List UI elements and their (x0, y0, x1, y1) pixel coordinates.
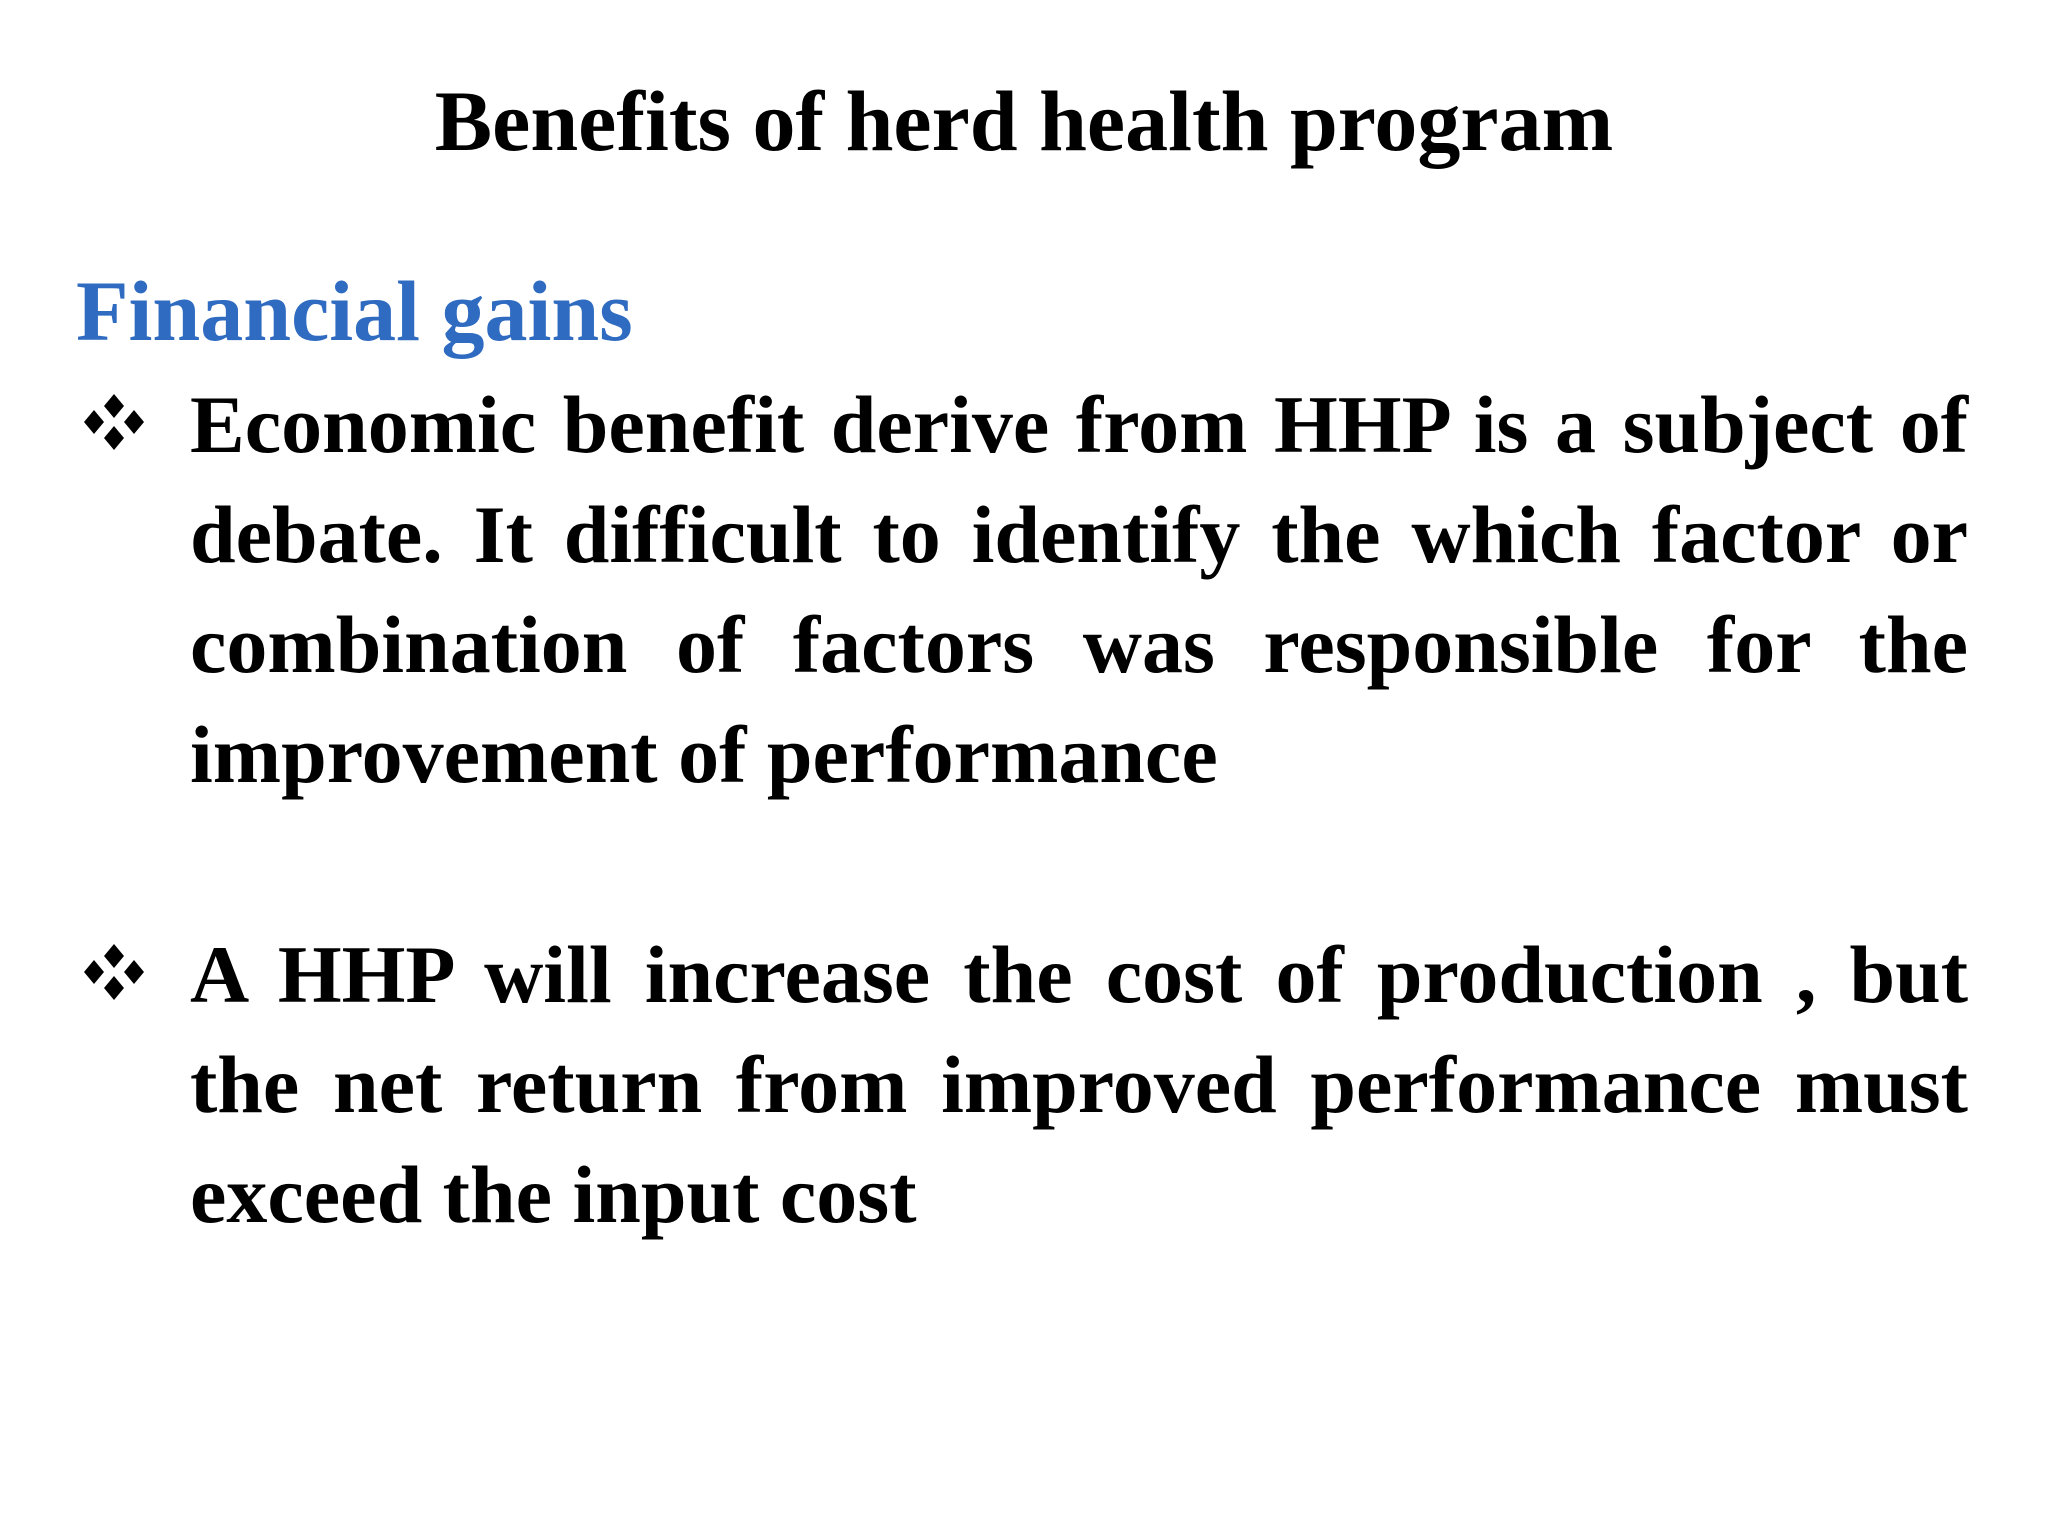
bullet-item (0, 370, 2048, 810)
section-heading: Financial gains (76, 263, 633, 359)
bullet-text: Economic benefit derive from HHP is a subject of debate. It difficult to identify the which factor or combination of factors was responsible for the improvement of performance (190, 379, 1968, 800)
bullet-item (0, 920, 2048, 1250)
bullet-list (0, 370, 2048, 1250)
bullet-text: A HHP will increase the cost of production , but the net return from improved performance must exceed the input cost (190, 929, 1968, 1240)
slide-title: Benefits of herd health program (434, 73, 1614, 169)
four-diamond-bullet-icon (76, 392, 152, 452)
four-diamond-bullet-icon (76, 942, 152, 1002)
